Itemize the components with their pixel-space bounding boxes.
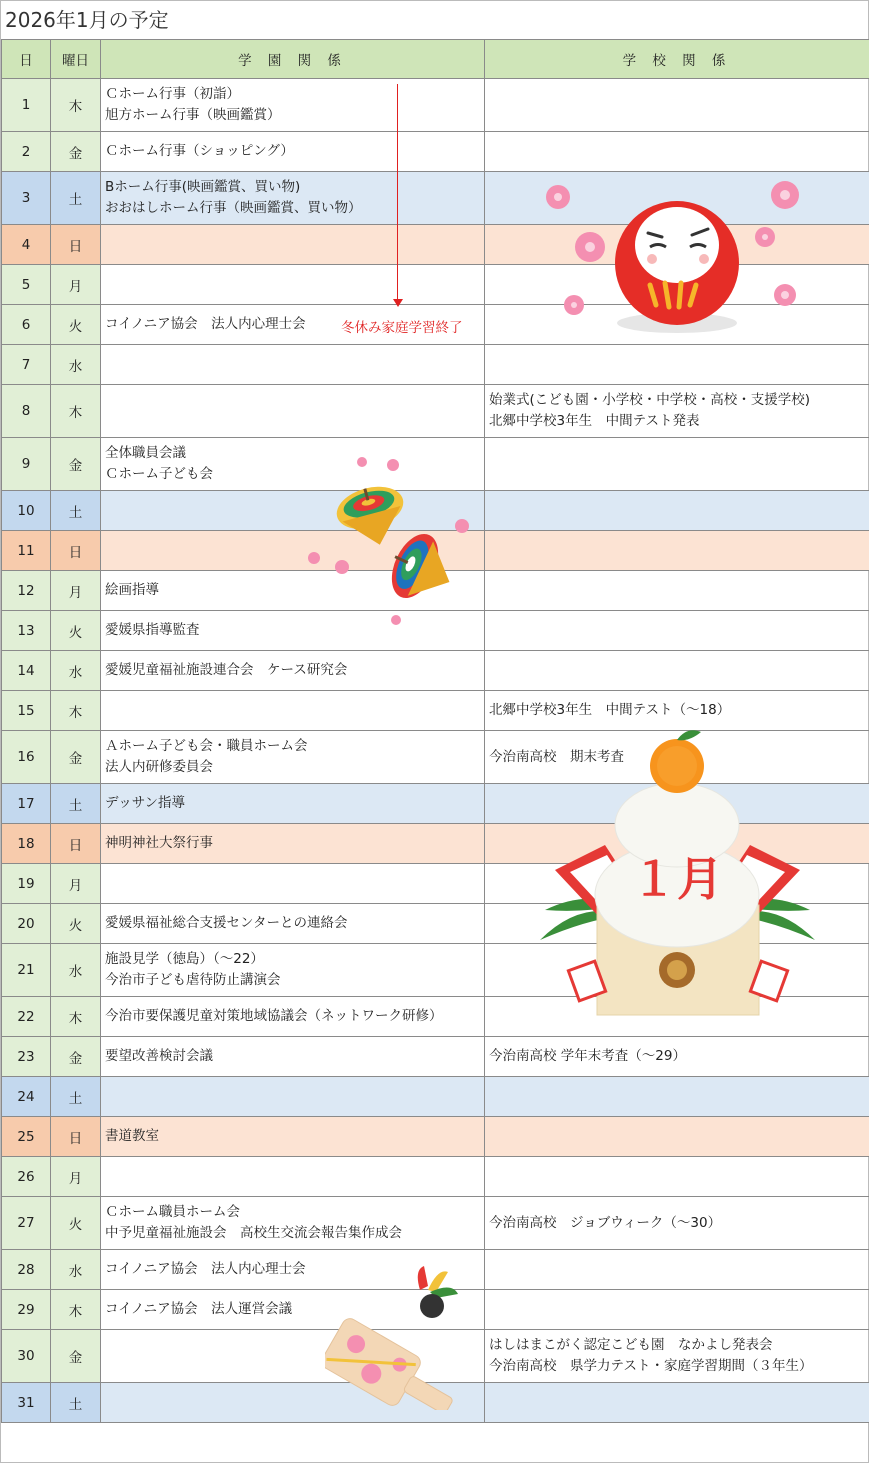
weekday-cell: 火 [51,305,101,345]
event-text: コイノニア協会 法人内心理士会 [105,1261,306,1277]
day-cell: 29 [2,1290,51,1330]
arrow-head-icon [393,299,403,307]
table-row [2,79,869,132]
event-text: 全体職員会議 [105,445,186,461]
day-cell: 14 [2,651,51,691]
day-cell: 4 [2,225,51,265]
weekday-cell: 月 [51,1157,101,1197]
weekday-cell: 木 [51,79,101,132]
table-row [2,691,869,731]
event-text: 北郷中学校3年生 中間テスト（～18） [489,702,731,718]
weekday-cell: 土 [51,784,101,824]
event-text: 愛媛児童福祉施設連合会 ケース研究会 [105,662,348,678]
gakkou-cell [485,691,869,731]
weekday-cell: 金 [51,1037,101,1077]
day-cell: 22 [2,997,51,1037]
table-row [2,1157,869,1197]
day-cell: 24 [2,1077,51,1117]
event-text: Ａホーム子ども会・職員ホーム会 [105,738,308,754]
event-text: Ｃホーム行事（初詣） [105,86,240,102]
day-cell: 7 [2,345,51,385]
day-cell: 27 [2,1197,51,1250]
table-row [2,385,869,438]
gakkou-cell [485,438,869,491]
weekday-cell: 日 [51,824,101,864]
day-cell: 19 [2,864,51,904]
event-text: 今治南高校 学年末考査（～29） [489,1048,686,1064]
gakuen-cell [101,345,485,385]
event-text: 今治南高校 県学力テスト・家庭学習期間（３年生） [489,1358,813,1374]
day-cell: 30 [2,1330,51,1383]
gakuen-cell [101,225,485,265]
event-text: Ｃホーム子ども会 [105,466,213,482]
event-text: Ｃホーム行事（ショッピング） [105,143,294,159]
weekday-cell: 木 [51,385,101,438]
event-text: 今治南高校 ジョブウィーク（～30） [489,1214,722,1231]
weekday-cell: 金 [51,132,101,172]
winter-break-note: 冬休み家庭学習終了 [341,320,463,336]
event-text: 書道教室 [105,1128,159,1144]
event-text: Bホーム行事(映画鑑賞、買い物) [105,179,301,195]
weekday-cell: 火 [51,904,101,944]
weekday-cell: 火 [51,611,101,651]
header-day: 日 [2,40,51,79]
january-label: １月 [631,852,723,906]
day-cell: 18 [2,824,51,864]
event-text: 愛媛県福祉総合支援センターとの連絡会 [105,915,348,931]
day-cell: 8 [2,385,51,438]
weekday-cell: 木 [51,1290,101,1330]
weekday-cell: 土 [51,491,101,531]
day-cell: 9 [2,438,51,491]
gakkou-cell [485,132,869,172]
event-text: おおはしホーム行事（映画鑑賞、買い物） [105,200,362,216]
day-cell: 17 [2,784,51,824]
gakuen-cell [101,1157,485,1197]
day-cell: 16 [2,731,51,784]
event-text: デッサン指導 [105,795,186,811]
weekday-cell: 金 [51,1330,101,1383]
header-gakuen: 学 園 関 係 [101,40,485,79]
daruma-illustration [540,175,820,340]
gakuen-cell [101,691,485,731]
gakkou-cell [485,1250,869,1290]
day-cell: 13 [2,611,51,651]
table-row [2,1077,869,1117]
event-text: 神明神社大祭行事 [105,835,213,851]
gakkou-cell [485,1290,869,1330]
event-text: 今治南高校 期末考査 [489,748,624,765]
gakkou-cell [485,611,869,651]
day-cell: 31 [2,1383,51,1423]
gakkou-cell [485,385,869,438]
event-text: コイノニア協会 法人運営会議 [105,1301,293,1317]
gakkou-cell [485,651,869,691]
day-cell: 2 [2,132,51,172]
gakkou-cell [485,1197,869,1250]
day-cell: 21 [2,944,51,997]
gakkou-cell [485,531,869,571]
page-title: 2026年1月の予定 [5,8,169,32]
gakkou-cell [485,1330,869,1383]
day-cell: 6 [2,305,51,345]
day-cell: 20 [2,904,51,944]
gakkou-cell [485,1383,869,1423]
event-text: Ｃホーム職員ホーム会 [105,1204,240,1220]
gakkou-cell [485,571,869,611]
header-weekday: 曜日 [51,40,101,79]
spinning-tops-illustration [300,450,480,630]
weekday-cell: 日 [51,225,101,265]
gakkou-cell [485,79,869,132]
gakuen-cell [101,172,485,225]
day-cell: 28 [2,1250,51,1290]
day-cell: 5 [2,265,51,305]
gakkou-cell [485,491,869,531]
weekday-cell: 水 [51,345,101,385]
weekday-cell: 水 [51,944,101,997]
header-gakkou: 学 校 関 係 [485,40,869,79]
gakuen-cell [101,904,485,944]
day-cell: 3 [2,172,51,225]
event-text: 始業式(こども園・小学校・中学校・高校・支援学校) [489,392,811,408]
gakkou-cell [485,1077,869,1117]
gakuen-cell [101,265,485,305]
gakuen-cell [101,997,485,1037]
day-cell: 15 [2,691,51,731]
weekday-cell: 月 [51,265,101,305]
event-text: 愛媛県指導監査 [105,622,200,638]
table-row [2,1117,869,1157]
weekday-cell: 金 [51,731,101,784]
table-row [2,1037,869,1077]
hagoita-illustration [325,1250,485,1410]
gakuen-cell [101,944,485,997]
weekday-cell: 火 [51,1197,101,1250]
gakuen-cell [101,731,485,784]
event-text: 今治市要保護児童対策地域協議会（ネットワーク研修） [105,1008,443,1024]
weekday-cell: 日 [51,1117,101,1157]
day-cell: 12 [2,571,51,611]
weekday-cell: 木 [51,691,101,731]
event-text: 法人内研修委員会 [105,759,213,775]
gakuen-cell [101,1117,485,1157]
event-text: コイノニア協会 法人内心理士会 [105,316,306,332]
weekday-cell: 土 [51,172,101,225]
weekday-cell: 土 [51,1383,101,1423]
gakuen-cell [101,385,485,438]
day-cell: 10 [2,491,51,531]
gakuen-cell [101,784,485,824]
event-text: 絵画指導 [105,582,159,598]
gakkou-cell [485,1037,869,1077]
event-text: 要望改善検討会議 [105,1048,213,1064]
gakuen-cell [101,824,485,864]
gakuen-cell [101,1037,485,1077]
event-text: 旭方ホーム行事（映画鑑賞） [105,107,281,123]
day-cell: 23 [2,1037,51,1077]
gakuen-cell [101,864,485,904]
kagami-mochi-illustration [525,730,830,1020]
arrow-line [397,84,398,302]
weekday-cell: 金 [51,438,101,491]
event-text: 北郷中学校3年生 中間テスト発表 [489,413,700,429]
event-text: 中予児童福祉施設会 高校生交流会報告集作成会 [105,1225,402,1241]
weekday-cell: 月 [51,571,101,611]
day-cell: 25 [2,1117,51,1157]
event-text: はしはまこがく認定こども園 なかよし発表会 [489,1337,773,1353]
gakuen-cell [101,651,485,691]
gakkou-cell [485,345,869,385]
gakuen-cell [101,132,485,172]
table-row [2,651,869,691]
gakuen-cell [101,1197,485,1250]
day-cell: 1 [2,79,51,132]
header-row [2,40,869,79]
table-row [2,132,869,172]
day-cell: 11 [2,531,51,571]
weekday-cell: 日 [51,531,101,571]
event-text: 今治市子ども虐待防止講演会 [105,972,281,988]
gakuen-cell [101,79,485,132]
table-row [2,1197,869,1250]
gakkou-cell [485,1157,869,1197]
weekday-cell: 水 [51,1250,101,1290]
gakuen-cell [101,1077,485,1117]
weekday-cell: 水 [51,651,101,691]
day-cell: 26 [2,1157,51,1197]
weekday-cell: 月 [51,864,101,904]
weekday-cell: 木 [51,997,101,1037]
event-text: 施設見学（徳島）（～22） [105,951,264,967]
table-row [2,345,869,385]
weekday-cell: 土 [51,1077,101,1117]
gakkou-cell [485,1117,869,1157]
